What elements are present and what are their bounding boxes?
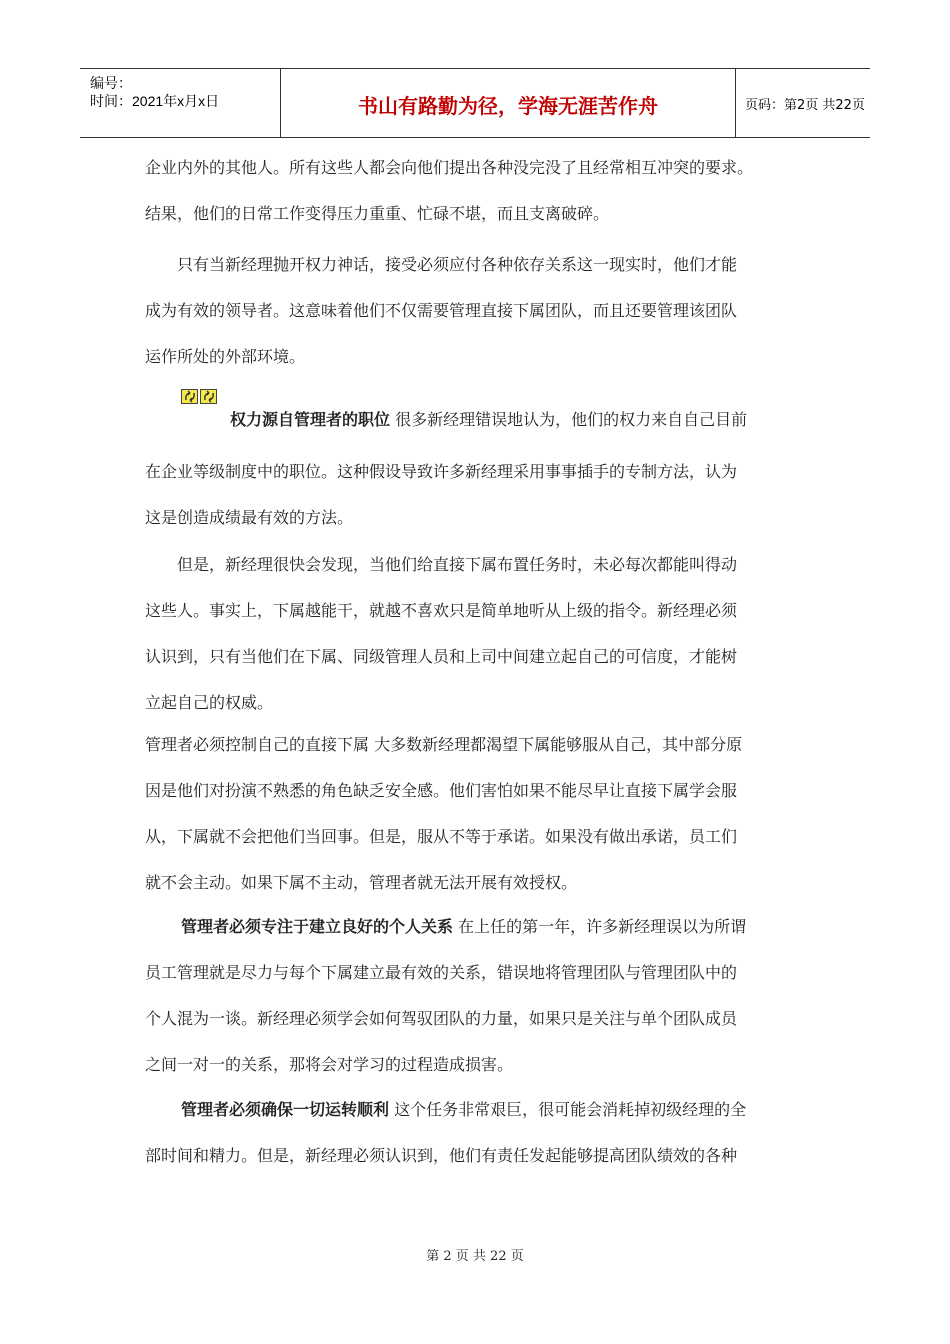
- text-line: 员工管理就是尽力与每个下属建立最有效的关系，错误地将管理团队与管理团队中的: [145, 963, 738, 982]
- text-line: 这是创造成绩最有效的方法。: [145, 508, 354, 527]
- header-meta: [80, 69, 280, 137]
- text-line: [145, 904, 810, 950]
- paragraph-1: [145, 145, 810, 237]
- text-run: 这个任务非常艰巨，很可能会消耗掉初级经理的全: [389, 1100, 747, 1119]
- paragraph-4: [145, 542, 810, 726]
- text-line: 之间一对一的关系，那将会对学习的过程造成损害。: [145, 1055, 514, 1074]
- text-line: 只有当新经理抛开权力神话，接受必须应付各种依存关系这一现实时，他们才能: [177, 255, 738, 274]
- text-line: 成为有效的领导者。这意味着他们不仅需要管理直接下属团队，而且还要管理该团队: [145, 301, 738, 320]
- text-line: 这些人。事实上，下属越能干，就越不喜欢只是简单地听从上级的指令。新经理必须: [145, 601, 738, 620]
- time-label: 时间：2021年x月x日: [90, 93, 220, 109]
- text-run: 很多新经理错误地认为，他们的权力来自自己目前: [390, 410, 748, 429]
- text-line: 从，下属就不会把他们当回事。但是，服从不等于承诺。如果没有做出承诺，员工们: [145, 827, 738, 846]
- text-line: 结果，他们的日常工作变得压力重重、忙碌不堪，而且支离破碎。: [145, 204, 610, 223]
- text-line: 企业内外的其他人。所有这些人都会向他们提出各种没完没了且经常相互冲突的要求。: [145, 158, 754, 177]
- text-line: 因是他们对扮演不熟悉的角色缺乏安全感。他们害怕如果不能尽早让直接下属学会服: [145, 781, 738, 800]
- text-line: 就不会主动。如果下属不主动，管理者就无法开展有效授权。: [145, 873, 578, 892]
- page-indicator: 页码：第2页 共22页: [745, 98, 865, 113]
- text-line: 部时间和精力。但是，新经理必须认识到，他们有责任发起能够提高团队绩效的各种: [145, 1146, 738, 1165]
- header-page-cell: [735, 69, 870, 137]
- text-line: 立起自己的权威。: [145, 693, 274, 712]
- header-motto-cell: [280, 69, 736, 137]
- page-header: [80, 68, 870, 138]
- motto: 书山有路勤为径，学海无涯苦作舟: [358, 94, 658, 118]
- paragraph-5: [145, 722, 810, 906]
- section-heading: 权力源自管理者的职位: [230, 410, 391, 429]
- paragraph-3: [145, 397, 810, 443]
- paragraph-7: [145, 1087, 810, 1179]
- text-line: 运作所处的外部环境。: [145, 347, 306, 366]
- paragraph-3-cont: [145, 449, 810, 541]
- code-label: 编号：: [90, 75, 132, 91]
- text-line: 但是，新经理很快会发现，当他们给直接下属布置任务时，未必每次都能叫得动: [177, 555, 738, 574]
- text-line: 在企业等级制度中的职位。这种假设导致许多新经理采用事事插手的专制方法，认为: [145, 462, 738, 481]
- section-heading: 管理者必须专注于建立良好的个人关系: [181, 917, 454, 936]
- paragraph-6: [145, 904, 810, 1088]
- text-line: 管理者必须控制自己的直接下属 大多数新经理都渴望下属能够服从自己，其中部分原: [145, 735, 743, 754]
- text-line: 个人混为一谈。新经理必须学会如何驾驭团队的力量，如果只是关注与单个团队成员: [145, 1009, 738, 1028]
- text-line: [145, 397, 810, 443]
- paragraph-2: [145, 242, 810, 380]
- section-heading: 管理者必须确保一切运转顺利: [181, 1100, 390, 1119]
- text-line: [145, 1087, 810, 1133]
- page-footer: 第 2 页 共 22 页: [426, 1249, 524, 1264]
- text-line: 认识到，只有当他们在下属、同级管理人员和上司中间建立起自己的可信度，才能树: [145, 647, 738, 666]
- text-run: 在上任的第一年，许多新经理误以为所谓: [453, 917, 747, 936]
